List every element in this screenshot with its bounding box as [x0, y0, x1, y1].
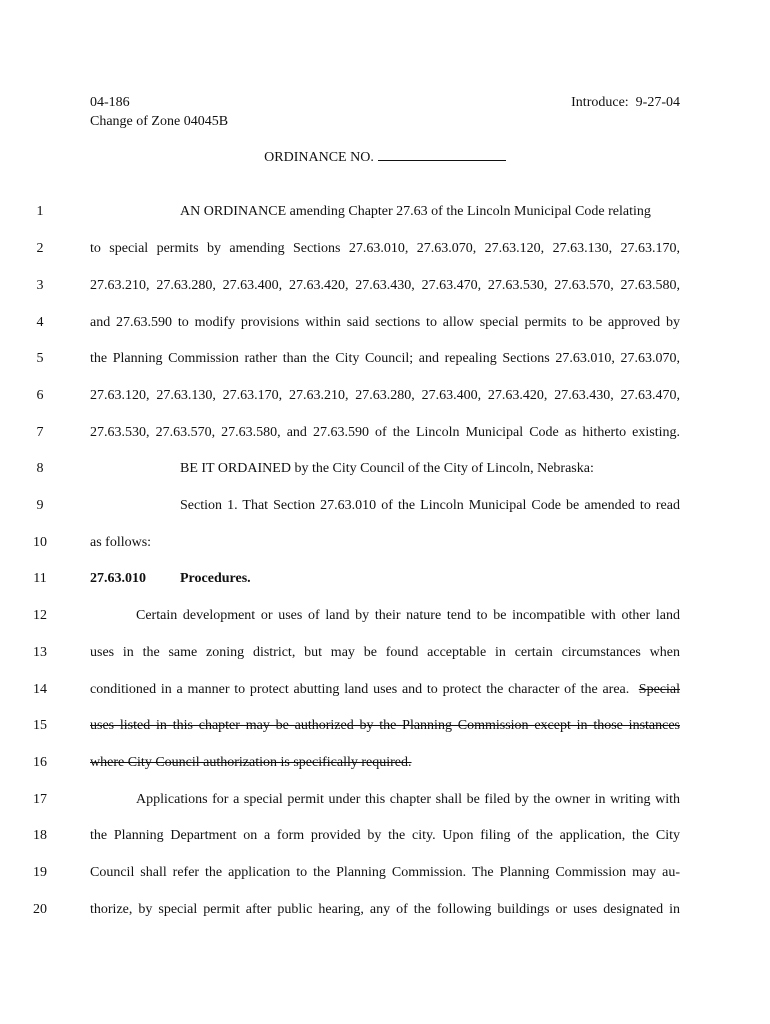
body-text-line: Certain development or uses of land by their nature tend to be incompatible with other land	[136, 608, 680, 623]
zone-change-subject: Change of Zone 04045B	[90, 114, 229, 129]
introduce-date: 9-27-04	[635, 95, 680, 110]
ordinance-label: ORDINANCE NO.	[264, 150, 374, 165]
line-number: 9	[36, 498, 44, 513]
line-number: 13	[33, 645, 47, 660]
section-intro-line: Section 1. That Section 27.63.010 of the Lincoln Municipal Code be amended to read	[180, 498, 680, 513]
line-number: 8	[36, 461, 44, 476]
body-text-line: Council shall refer the application to the Planning Commission. The Planning Commission may au-	[90, 865, 680, 880]
body-text-line: the Planning Department on a form provided by the city. Upon filing of the application, the City	[90, 828, 680, 843]
bill-number: 04-186	[90, 95, 130, 110]
line-number: 12	[33, 608, 47, 623]
struck-text: Special	[638, 682, 681, 697]
line-number: 2	[36, 241, 44, 256]
body-text-line	[90, 680, 680, 700]
body-text-line: the Planning Commission rather than the City Council; and repealing Sections 27.63.010, 27.63.070,	[90, 351, 680, 366]
body-text-line: as follows:	[90, 535, 152, 550]
body-text-line: and 27.63.590 to modify provisions within said sections to allow special permits to be approved by	[90, 315, 680, 330]
struck-text-line: uses listed in this chapter may be authorized by the Planning Commission except in those instances	[90, 718, 680, 733]
line-number: 5	[36, 351, 44, 366]
line-number: 15	[33, 718, 47, 733]
line-number: 11	[33, 571, 47, 586]
ordinance-number-line	[0, 148, 770, 167]
body-text-line: 27.63.530, 27.63.570, 27.63.580, and 27.63.590 of the Lincoln Municipal Code as hitherto existing.	[90, 425, 680, 440]
line-number: 18	[33, 828, 47, 843]
body-text-line: uses in the same zoning district, but may be found acceptable in certain circumstances when	[90, 645, 680, 660]
introduce-date-line	[571, 93, 680, 112]
line-number: 3	[36, 278, 44, 293]
line-number: 19	[33, 865, 47, 880]
line-number: 4	[36, 315, 44, 330]
line-number: 17	[33, 792, 47, 807]
introduce-label: Introduce:	[571, 95, 629, 110]
retained-text: conditioned in a manner to protect abutting land uses and to protect the character of the area.	[90, 682, 630, 697]
ordinance-number-blank	[378, 148, 506, 161]
body-text-line: Applications for a special permit under this chapter shall be filed by the owner in writing with	[136, 792, 680, 807]
section-heading	[90, 569, 680, 589]
section-title: Procedures.	[180, 571, 251, 586]
line-number: 7	[36, 425, 44, 440]
body-text-line: 27.63.120, 27.63.130, 27.63.170, 27.63.210, 27.63.280, 27.63.400, 27.63.420, 27.63.430, 27.63.470,	[90, 388, 680, 403]
section-number: 27.63.010	[90, 571, 146, 586]
body-text-line: to special permits by amending Sections 27.63.010, 27.63.070, 27.63.120, 27.63.130, 27.63.170,	[90, 241, 680, 256]
line-number: 14	[33, 682, 47, 697]
line-number: 1	[36, 204, 44, 219]
line-number: 6	[36, 388, 44, 403]
line-number: 20	[33, 902, 47, 917]
struck-text-line: where City Council authorization is specifically required.	[90, 755, 412, 770]
line-number: 10	[33, 535, 47, 550]
body-text-line: thorize, by special permit after public hearing, any of the following buildings or uses designated in	[90, 902, 680, 917]
enacting-clause: BE IT ORDAINED by the City Council of the City of Lincoln, Nebraska:	[180, 461, 594, 476]
line-number: 16	[33, 755, 47, 770]
ordinance-title-line: AN ORDINANCE amending Chapter 27.63 of the Lincoln Municipal Code relating	[180, 204, 651, 219]
body-text-line: 27.63.210, 27.63.280, 27.63.400, 27.63.420, 27.63.430, 27.63.470, 27.63.530, 27.63.570, 27.63.580,	[90, 278, 680, 293]
document-header-left	[90, 93, 228, 131]
